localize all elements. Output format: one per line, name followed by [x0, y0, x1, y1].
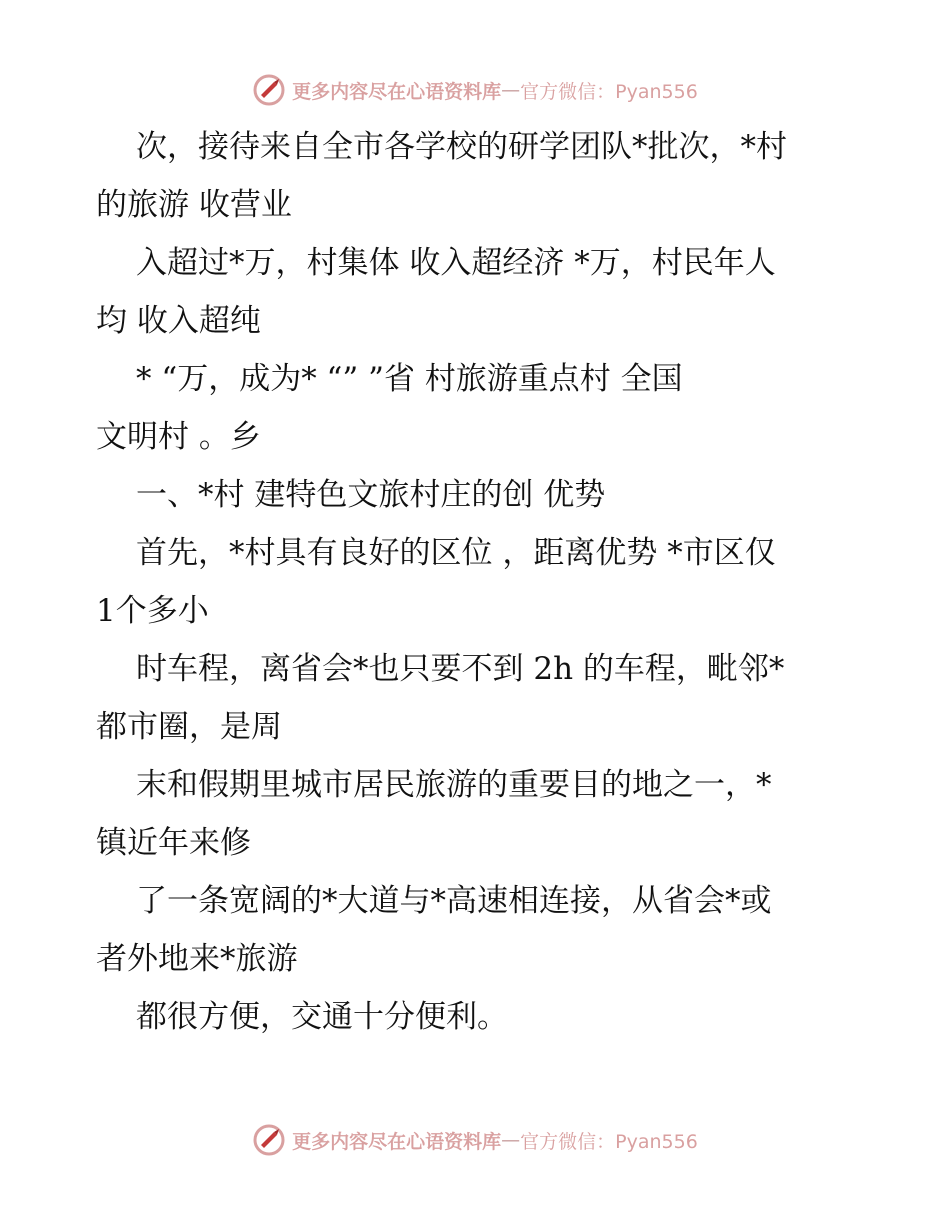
watermark-separator: —: [501, 1129, 521, 1151]
brand-logo-icon: [252, 1123, 286, 1157]
text-line: 镇近年来修: [96, 825, 251, 861]
footer-watermark: [0, 1120, 950, 1160]
text-line: 时车程，离省会*也只要不到 2h 的车程，毗邻*: [136, 651, 785, 687]
text-line: 文明村 。乡: [96, 419, 261, 455]
text-line: 次，接待来自全市各学校的研学团队*批次，*村: [136, 129, 787, 165]
text-line: 的旅游 收营业: [96, 187, 292, 223]
text-line: 1个多小: [96, 593, 209, 629]
watermark-contact: 官方微信：Pyan556: [520, 1130, 698, 1153]
text-line: 都市圈，是周: [96, 709, 282, 745]
text-line: 均 收入超纯: [96, 303, 261, 339]
header-watermark: [0, 70, 950, 110]
text-line: 首先，*村具有良好的区位 ，距离优势 *市区仅: [136, 535, 776, 571]
section-heading: 一、*村 建特色文旅村庄的创 优势: [136, 477, 606, 513]
watermark-title: 更多内容尽在心语资料库: [292, 80, 502, 103]
brand-logo-icon: [252, 73, 286, 107]
document-body: [96, 118, 866, 1046]
text-line: 了一条宽阔的*大道与*高速相连接，从省会*或: [136, 883, 772, 919]
text-line: 末和假期里城市居民旅游的重要目的地之一，*: [136, 767, 772, 803]
text-line: * “万，成为* “” ”省 村旅游重点村 全国: [136, 361, 683, 397]
text-line: 入超过*万，村集体 收入超经济 *万，村民年人: [136, 245, 776, 281]
watermark-separator: —: [501, 79, 521, 101]
text-line: 者外地来*旅游: [96, 941, 298, 977]
watermark-contact: 官方微信：Pyan556: [520, 80, 698, 103]
watermark-title: 更多内容尽在心语资料库: [292, 1130, 502, 1153]
text-line: 都很方便，交通十分便利。: [136, 999, 508, 1035]
